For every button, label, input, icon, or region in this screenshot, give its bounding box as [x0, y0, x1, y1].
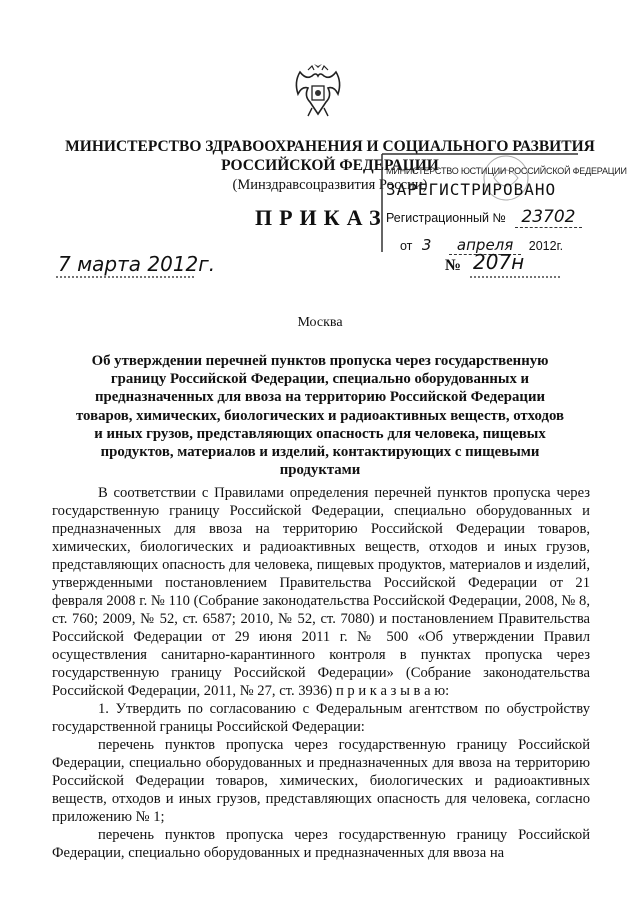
order-date: 7 марта 2012г.	[58, 252, 216, 276]
coat-of-arms-emblem	[290, 62, 346, 122]
stamp-registration-number	[386, 207, 582, 227]
paragraph-preamble: В соответствии с Правилами определения перечней пунктов пропуска через государственную границу Российской Федерации, специально оборудованных и предназначенных для ввоза на территорию Российской Федерации товаров, химических, биологических и радиоактивных веществ, отходов и иных грузов, представляющих опасность для человека, пищевых продуктов, материалов и изделий, утвержденными постановлением Правительства Российской Федерации от 21 февраля 2008 г. № 110 (Собрание законодательства Российской Федерации, 2008, № 8, ст. 760; 2009, № 52, ст. 6587; 2010, № 52, ст. 7080) и постановлением Правительства Российской Федерации от 29 июня 2011 г. № 500 «Об утверждении Правил осуществления санитарно-карантинного контроля в пунктах пропуска через государственную границу Российской Федерации» (Собрание законодательства Российской Федерации, 2011, № 27, ст. 3936) п р и к а з ы в а ю:	[52, 485, 590, 699]
stamp-date-month: апреля	[449, 236, 521, 255]
order-number: 207н	[473, 250, 525, 274]
order-number-label: №	[445, 257, 462, 274]
stamp-reg-number: 23702	[515, 207, 581, 228]
city: Москва	[297, 315, 343, 330]
paragraph-list-1: перечень пунктов пропуска через государственную границу Российской Федерации, специально оборудованных и предназначенных для ввоза на территорию Российской Федерации товаров, химических, биологических и радиоактивных веществ, отходов и иных грузов, представляющих опасность для человека, согласно приложению № 1;	[52, 737, 590, 825]
document-title: Об утверждении перечней пунктов пропуска через государственную границу Российской Федерации, специально оборудованных и предназначенных для ввоза на территорию Российской Федерации товаров, химических, биологических и радиоактивных веществ, отходов и иных грузов, представляющих опасность для человека, пищевых продуктов, материалов и изделий, контактирующих с пищевыми продуктами	[75, 353, 564, 479]
stamp-date-prefix: от	[400, 239, 413, 253]
stamp-date-day: 3	[421, 236, 432, 254]
ministry-abbreviation: (Минздравсоцразвития России)	[232, 177, 428, 193]
paragraph-item-1: 1. Утвердить по согласованию с Федеральным агентством по обустройству государственной границы Российской Федерации:	[52, 701, 590, 735]
ministry-name-line2: РОССИЙСКОЙ ФЕДЕРАЦИИ	[221, 157, 439, 174]
document-body	[52, 484, 590, 862]
paragraph-list-2: перечень пунктов пропуска через государственную границу Российской Федерации, специально оборудованных и предназначенных для ввоза на	[52, 827, 590, 861]
number-underline	[470, 275, 560, 279]
date-underline	[56, 275, 196, 279]
stamp-registered: ЗАРЕГИСТРИРОВАНО	[386, 180, 557, 199]
stamp-reg-label: Регистрационный №	[386, 211, 506, 225]
stamp-organization: МИНИСТЕРСТВО ЮСТИЦИИ РОССИЙСКОЙ ФЕДЕРАЦИИ	[386, 166, 627, 176]
document-type: ПРИКАЗ	[255, 205, 388, 230]
ministry-name-line1: МИНИСТЕРСТВО ЗДРАВООХРАНЕНИЯ И СОЦИАЛЬНОГО РАЗВИТИЯ	[65, 138, 595, 155]
stamp-date-year: 2012г.	[528, 239, 564, 253]
